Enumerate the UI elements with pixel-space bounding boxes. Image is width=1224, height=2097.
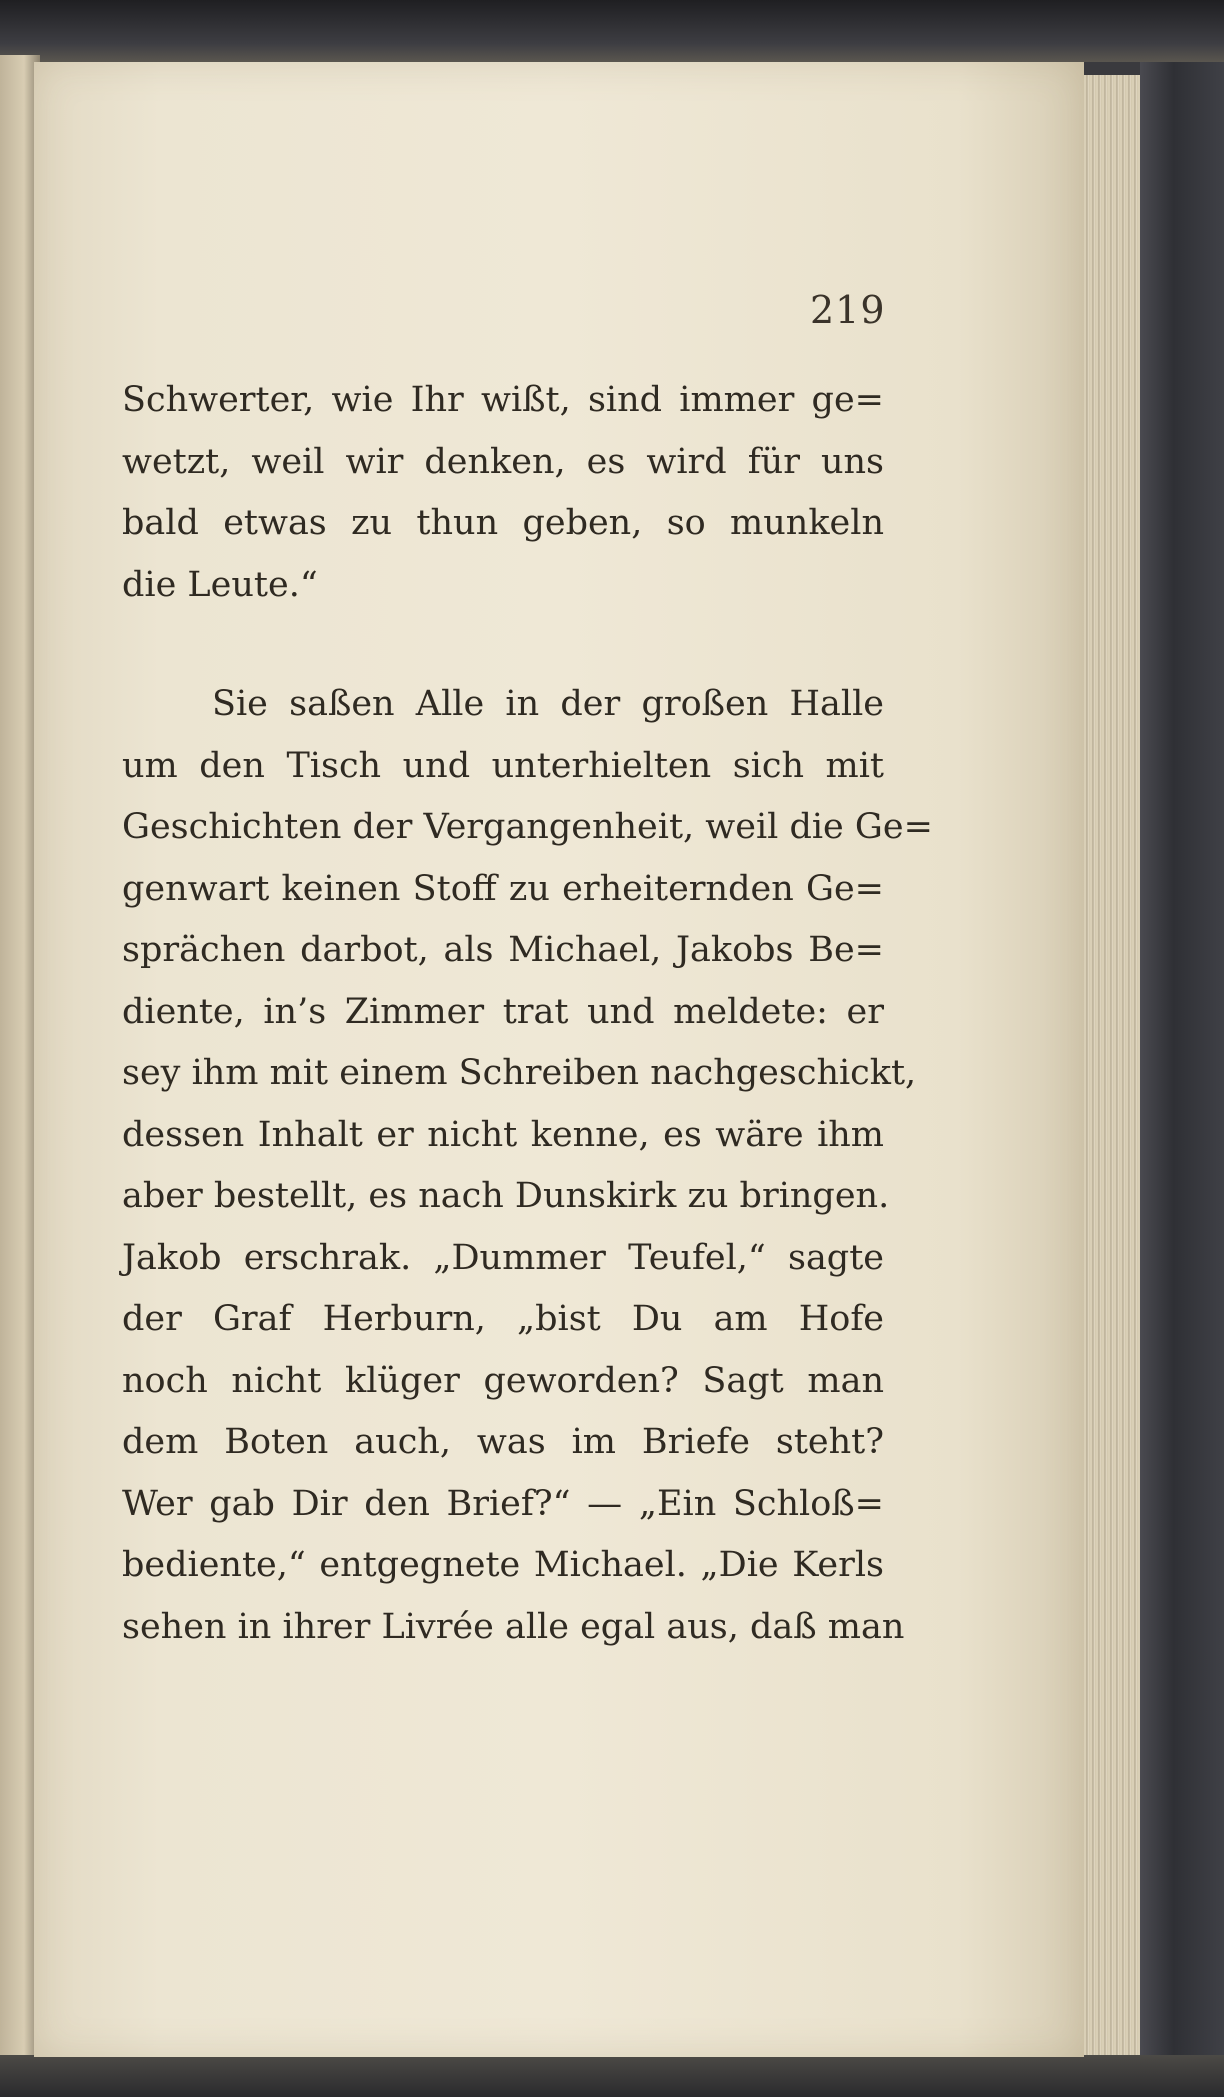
text-line: sprächen darbot, als Michael, Jakobs Be=: [122, 930, 884, 970]
book-cover-right: [1140, 62, 1224, 2097]
text-line: diente, in’s Zimmer trat und meldete: er: [122, 991, 884, 1032]
text-line: bediente,“ entgegnete Michael. „Die Kerls: [122, 1545, 884, 1585]
text-line: der Graf Herburn, „bist Du am Hofe: [122, 1299, 884, 1339]
text-line: sehen in ihrer Livrée alle egal aus, daß man: [122, 1606, 905, 1647]
page-stack-edges: [1084, 75, 1140, 2065]
book-cover-top: [0, 0, 1224, 62]
page-text: [122, 370, 933, 1658]
text-line: dem Boten auch, was im Briefe steht?: [122, 1422, 884, 1462]
text-line: Schwerter, wie Ihr wißt, sind immer ge=: [122, 380, 884, 420]
text-line: sey ihm mit einem Schreiben nachgeschickt,: [122, 1053, 917, 1093]
text-line: um den Tisch und unterhielten sich mit: [122, 745, 884, 786]
book-cover-bottom: [0, 2055, 1224, 2097]
paragraph: [122, 674, 933, 1658]
paragraph-gap: [122, 616, 884, 674]
text-line: Jakob erschrak. „Dummer Teufel,“ sagte: [122, 1237, 884, 1278]
text-line: noch nicht klüger geworden? Sagt man: [122, 1360, 884, 1401]
text-line: Sie saßen Alle in der großen Halle: [212, 684, 884, 724]
text-line: bald etwas zu thun geben, so munkeln: [122, 503, 884, 543]
text-line: Wer gab Dir den Brief?“ — „Ein Schloß=: [122, 1483, 884, 1524]
paragraph: [122, 370, 884, 616]
text-line: dessen Inhalt er nicht kenne, es wäre ihm: [122, 1114, 884, 1155]
text-line: die Leute.“: [122, 564, 318, 605]
text-line: Geschichten der Vergangenheit, weil die Ge=: [122, 807, 933, 847]
text-line: genwart keinen Stoff zu erheiternden Ge=: [122, 868, 884, 909]
text-line: wetzt, weil wir denken, es wird für uns: [122, 441, 884, 482]
page-number: 219: [810, 288, 886, 332]
text-line: aber bestellt, es nach Dunskirk zu bringen.: [122, 1176, 890, 1216]
